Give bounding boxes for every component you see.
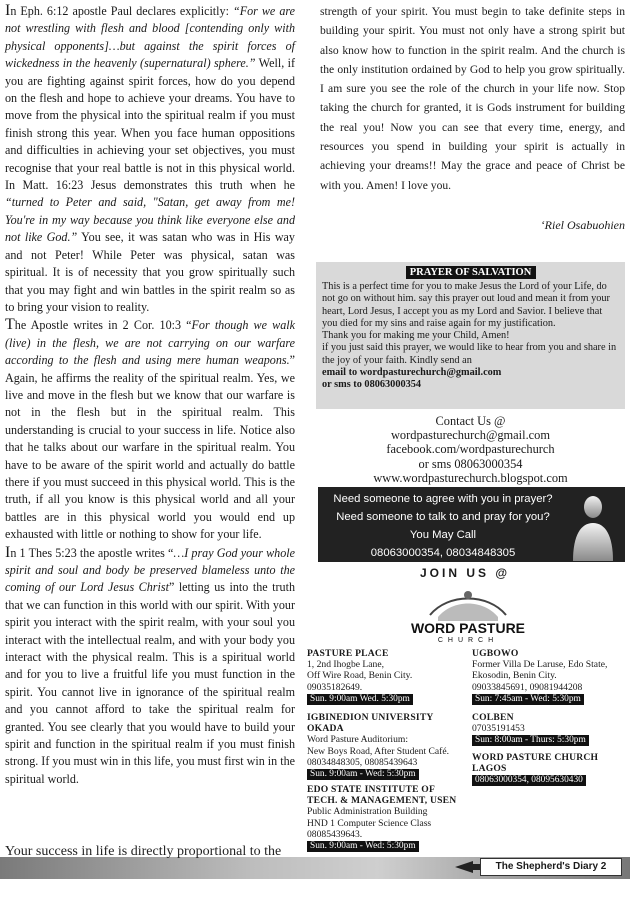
location-lagos: [472, 752, 627, 786]
location-line: Former Villa De Laruse, Edo State,: [472, 659, 608, 671]
location-name: COLBEN: [472, 712, 514, 723]
agree-line-3: You May Call: [409, 529, 477, 541]
location-igbinedion: [307, 712, 467, 780]
text: ” Again, he affirms the reality of the spiritual realm. Yes, we live and move in the flesh but we know that our warfare is not in the flesh but in the spiritual realm. This understanding is crucial to your success in life. Notice also that he talks about our warfare in the spiritual realm. You have to be aware of the spirit world and actually do battle there if you must succeed in this physical world. This is the truth, if all you know is this physical world and all your battles are in this physical world you would end up exhausted with little or nothing to show for your life.: [5, 353, 295, 542]
location-name: LAGOS: [472, 763, 507, 775]
person-silhouette-icon: [569, 491, 617, 561]
text: he Apostle writes in 2 Cor. 10:3 “: [14, 318, 192, 333]
location-line: 09033845691, 09081944208: [472, 681, 583, 693]
text: You see, it was satan who was in His way and not Peter! While Peter was physical, satan was spiritual. It is of necessity that you grow spiritually such that you may fight and win battles in the spirit realm so as to bring your vision to reality.: [5, 230, 295, 314]
quote: “turned to Peter and said, "Satan, get away from me! You're in my way because you think like everyone else and not like God.”: [5, 195, 295, 245]
location-line: HND 1 Computer Science Class: [307, 817, 432, 829]
agree-text: [318, 490, 568, 562]
left-column: [5, 2, 295, 788]
location-line: 1, 2nd Ihogbe Lane,: [307, 659, 384, 671]
location-line: 09035182649.: [307, 681, 363, 693]
prayer-sms-line: or sms to 08063000354: [322, 379, 422, 391]
location-line: 08085439643.: [307, 828, 363, 840]
service-time-badge: Sun. 9:00am - Wed: 5:30pm: [307, 769, 419, 780]
quote: …I pray God your whole spirit and soul and body be preserved blameless unto the coming of our Lord Jesus Christ: [5, 545, 295, 595]
continuation-line: [5, 844, 281, 860]
text: our success in life is directly proportional to the: [13, 844, 282, 859]
dropcap: I: [5, 2, 11, 19]
text: n Eph. 6:12 apostle Paul declares explicitly:: [10, 4, 233, 18]
text: ” letting us into the truth that we can function in this world with our spirit. With your spirit you interact with the spirit realm, with your soul you interact with the intellectual realm, and with your body you interact with the physical realm. This is a spiritual world and for you to live a fruitful life you must function in the spirit. You cannot live in ignorance of the spiritual realm and you cannot afford to take the spiritual realm for granted. You see clearly that you would have to build your spirit and function in the spiritual realm if you must finish strong. If you must win in this life, you must first win in the spiritual world.: [5, 580, 295, 786]
location-name: WORD PASTURE CHURCH: [472, 752, 599, 763]
location-line: New Boys Road, After Student Café.: [307, 745, 450, 757]
location-name: IGBINEDION UNIVERSITY: [307, 712, 434, 723]
service-time-badge: Sun: 7:45am - Wed: 5:30pm: [472, 694, 584, 705]
prayer-body: This is a perfect time for you to make Jesus the Lord of your Life, do not go on without him. say this prayer out loud and mean it from your heart, Lord Jesus, I accept you as my Lord and Savior. I believe that you died for my sins and raise again for my justification.: [322, 281, 610, 329]
church-logo-icon: [408, 585, 528, 643]
service-time-badge: Sun. 9:00am Wed. 5:30pm: [307, 694, 413, 705]
contact-website[interactable]: www.wordpasturechurch.blogspot.com: [373, 470, 568, 485]
prayer-of-salvation-box: [316, 262, 625, 409]
location-ugbowo: [472, 648, 627, 705]
dropcap: Y: [5, 844, 14, 859]
text: Well, if you are fighting against spirit forces, how do you depend on the flesh and hope to achieve your dreams. You have to move from the physical into the spiritual realm if you must finish strong this year. When you face human oppositions and difficulties in achieving your set objectives, you must recognise that your real battle is not in this physical world. In Matt. 16:23 Jesus demonstrates this truth when he: [5, 56, 295, 193]
service-time-badge: Sun: 8:00am - Thurs: 5:30pm: [472, 735, 589, 746]
contact-title: Contact Us @: [435, 414, 506, 428]
prayer-thanks: Thank you for making me your Child, Amen!: [322, 330, 510, 342]
service-time-badge: Sun. 9:00am - Wed: 5:30pm: [307, 841, 419, 852]
location-edo-state: [307, 784, 469, 852]
contact-email[interactable]: wordpasturechurch@gmail.com: [390, 428, 550, 443]
location-line: 08034848305, 08085439643: [307, 756, 418, 768]
contact-block: [316, 414, 625, 485]
location-name: PASTURE PLACE: [307, 648, 389, 659]
join-us-label: JOIN US @: [420, 566, 511, 580]
quote: For though we walk (live) in the flesh, we are not carrying on our warfare according to the flesh and using mere human weapons.: [5, 318, 295, 368]
page-label: The Shepherd's Diary 2: [480, 858, 622, 876]
location-name: UGBOWO: [472, 648, 519, 659]
location-colben: [472, 712, 627, 746]
prayer-ask: if you just said this prayer, we would like to hear from you and share in the joy of your faith. Kindly send an: [322, 342, 617, 366]
location-line: Public Administration Building: [307, 806, 428, 818]
location-line: Word Pasture Auditorium:: [307, 734, 409, 746]
location-line: Off Wire Road, Benin City.: [307, 670, 413, 682]
location-line: Ekosodin, Benin City.: [472, 670, 557, 682]
agree-line-1: Need someone to agree with you in prayer?: [333, 493, 553, 505]
prayer-agreement-box: [318, 487, 625, 562]
logo-sub: CHURCH: [437, 637, 499, 643]
dropcap: I: [5, 543, 11, 561]
logo-name: WORD PASTURE: [410, 620, 526, 636]
location-name: TECH. & MANAGEMENT, USEN: [307, 795, 457, 807]
right-column-text: strength of your spirit. You must begin to take definite steps in building your spirit. You must not only have a strong spirit but also know how to function in the spirit realm. And the church is the only institution ordained by God to help you grow spiritually. I am sure you see the role of the church in your life now. Stop taking the church for granted, it is Gods instrument for building the real you! Now you can see that every time, energy, and resources you spend in building your spirit is actually in achieving your dreams!! May the grace and peace of Christ be with you. Amen! I love you.: [320, 5, 625, 192]
prayer-email-line: email to wordpasturechurch@gmail.com: [322, 367, 502, 379]
location-name: EDO STATE INSTITUTE OF: [307, 784, 435, 795]
location-line: 07035191453: [472, 723, 525, 735]
contact-facebook[interactable]: facebook.com/wordpasturechurch: [386, 442, 555, 457]
paragraph-eph: [5, 2, 295, 316]
contact-sms: or sms 08063000354: [418, 456, 523, 471]
author-signature: ‘Riel Osabuohien: [540, 218, 625, 232]
agree-phones: 08063000354, 08034848305: [370, 547, 516, 559]
dropcap: T: [5, 316, 15, 334]
paragraph-cor: [5, 316, 295, 543]
arrow-icon: [455, 860, 481, 874]
location-name: OKADA: [307, 723, 344, 735]
location-pasture-place: [307, 648, 467, 705]
service-time-badge: 08063000354, 08095630430: [472, 775, 586, 786]
quote: “For we are not wrestling with flesh and blood [contending only with physical opponents]…but against the spirit forces of wickedness in the heavenly (supernatural) sphere.”: [5, 4, 295, 71]
agree-line-2: Need someone to talk to and pray for you?: [336, 511, 550, 523]
paragraph-thes: [5, 544, 295, 789]
prayer-title: PRAYER OF SALVATION: [406, 266, 536, 279]
text: n 1 Thes 5:23 the apostle writes “: [10, 545, 174, 560]
